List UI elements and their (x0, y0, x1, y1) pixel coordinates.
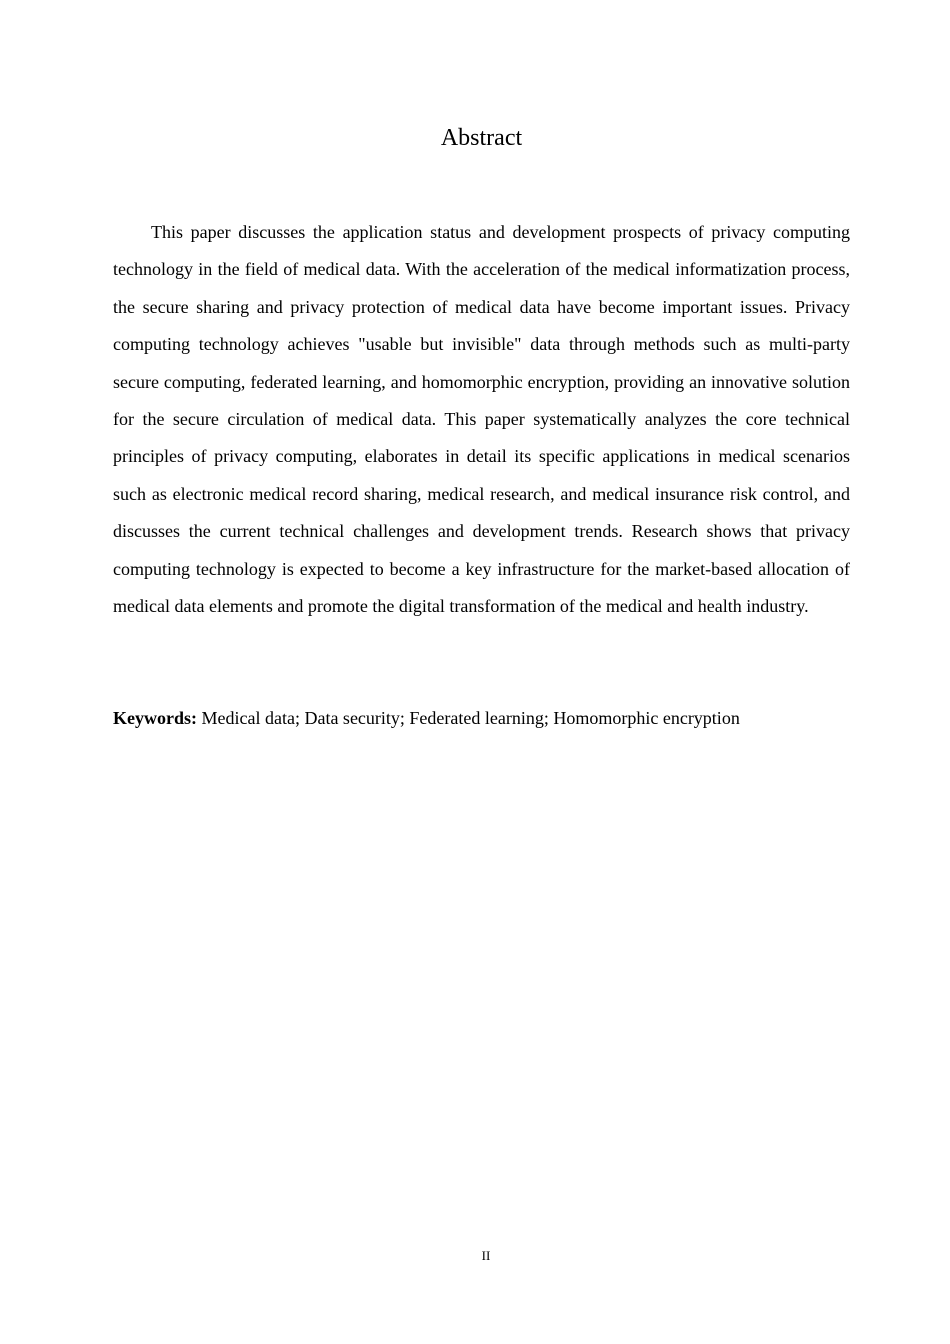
abstract-paragraph: This paper discusses the application status and development prospects of privacy computing technology in the field of medical data. With the acceleration of the medical informatization process, the secure sharing and privacy protection of medical data have become important issues. Privacy computing technology achieves "usable but invisible" data through methods such as multi-party secure computing, federated learning, and homomorphic encryption, providing an innovative solution for the secure circulation of medical data. This paper systematically analyzes the core technical principles of privacy computing, elaborates in detail its specific applications in medical scenarios such as electronic medical record sharing, medical research, and medical insurance risk control, and discusses the current technical challenges and development trends. Research shows that privacy computing technology is expected to become a key infrastructure for the market-based allocation of medical data elements and promote the digital transformation of the medical and health industry. (113, 222, 850, 617)
keywords-label: Keywords: (113, 708, 197, 728)
keywords-line (113, 702, 850, 734)
page-number: II (481, 1248, 491, 1263)
page-title: Abstract (440, 125, 523, 151)
keywords-list: Medical data; Data security; Federated learning; Homomorphic encryption (201, 708, 740, 728)
